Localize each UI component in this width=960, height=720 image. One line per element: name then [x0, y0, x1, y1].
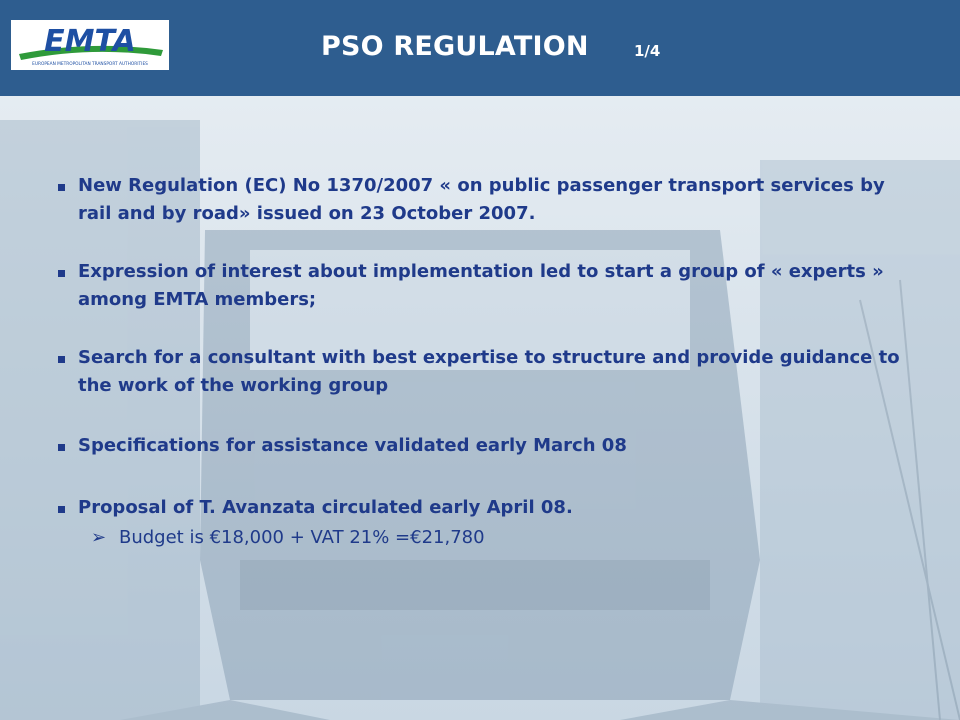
list-item [58, 172, 918, 228]
list-item [58, 432, 918, 460]
bullet-text: Specifications for assistance validated early March 08 [78, 435, 627, 456]
square-bullet-icon [58, 444, 65, 451]
square-bullet-icon [58, 506, 65, 513]
list-item [58, 494, 918, 522]
page-title: PSO REGULATION [321, 31, 589, 62]
logo-subtext: EUROPEAN METROPOLITAN TRANSPORT AUTHORITIES [32, 62, 148, 67]
bullet-text: Expression of interest about implementation led to start a group of « experts » among EMTA members; [78, 261, 884, 310]
bullet-text: Proposal of T. Avanzata circulated early April 08. [78, 497, 573, 518]
square-bullet-icon [58, 356, 65, 363]
list-item [58, 258, 918, 314]
square-bullet-icon [58, 184, 65, 191]
bullet-text: New Regulation (EC) No 1370/2007 « on public passenger transport services by rail and by road» issued on 23 October 2007. [78, 175, 885, 224]
emta-logo [11, 20, 169, 70]
sub-bullet-text: Budget is €18,000 + VAT 21% =€21,780 [119, 527, 485, 548]
sub-bullet [91, 524, 485, 552]
bullet-text: Search for a consultant with best expertise to structure and provide guidance to the work of the working group [78, 347, 900, 396]
arrow-bullet-icon: ➢ [91, 527, 107, 548]
logo-text: EMTA [44, 24, 136, 59]
header-bar [0, 0, 960, 96]
square-bullet-icon [58, 270, 65, 277]
page-number: 1/4 [634, 42, 661, 60]
list-item [58, 344, 918, 400]
